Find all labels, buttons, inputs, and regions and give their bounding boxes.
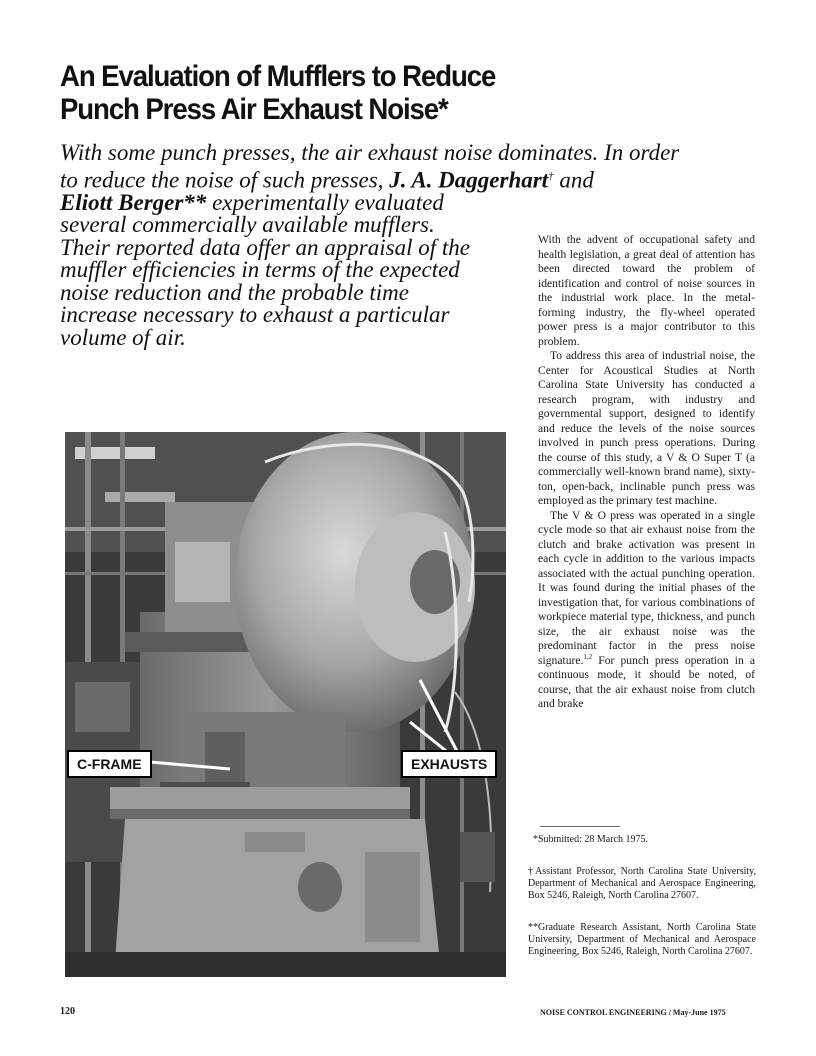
footnote-dagger: †Assistant Professor, North Carolina State University, Department of Mechanical and Aerospace Engineering, Box 5246, Raleigh, North Carolina 27607. <box>528 866 756 901</box>
article-title <box>60 60 575 126</box>
body-paragraph: The V & O press was operated in a single cycle mode so that air exhaust noise from the clutch and brake activation was present in each cycle in addition to the various impacts associated with the actual punching operation. It was found during the initial phases of the investigation that, for various combinations of workpiece material type, thickness, and punch size, the air exhaust noise was the predominant factor in the press noise signature.$^{1,2}$ For punch press operation in a continuous mode, it should be noted, of course, that the air exhaust noise from clutch and brake <box>538 508 755 710</box>
lede-line: Eliott Berger** experimentally evaluated <box>60 189 444 215</box>
body-text-column <box>538 233 755 712</box>
exhausts-label: EXHAUSTS <box>401 750 497 778</box>
title-line-2: Punch Press Air Exhaust Noise* <box>60 93 448 126</box>
punch-press-illustration <box>65 432 506 977</box>
lede-line: increase necessary to exhaust a particular <box>60 302 450 328</box>
punch-press-photo <box>65 432 506 977</box>
lede-line: several commercially available mufflers. <box>60 212 435 238</box>
lede-line: to reduce the noise of such presses, J. A. Daggerhart† and <box>60 167 594 193</box>
title-line-1: An Evaluation of Mufflers to Reduce <box>60 60 496 93</box>
body-paragraph: To address this area of industrial noise, the Center for Acoustical Studies at North Carolina State University has conducted a research program, with industry and governmental support, designed to identify and reduce the levels of the noise sources involved in punch press operations. During the course of this study, a V & O Super T (a commercially well-known brand name), sixty-ton, open-back, inclinable punch press was employed as the primary test machine. <box>538 349 755 507</box>
dagger-mark: † <box>548 169 554 182</box>
lede-line: Their reported data offer an appraisal of the <box>60 234 470 260</box>
citation-ref: 1,2 <box>583 652 593 661</box>
page-number: 120 <box>60 1006 75 1017</box>
c-frame-label: C-FRAME <box>67 750 152 778</box>
lede-line: With some punch presses, the air exhaust noise dominates. In order <box>60 140 680 165</box>
journal-footer: NOISE CONTROL ENGINEERING / May-June 1975 <box>540 1008 726 1017</box>
lede-line: noise reduction and the probable time <box>60 279 409 305</box>
author-berger: Eliott Berger** <box>60 189 207 215</box>
body-paragraph: With the advent of occupational safety and health legislation, a great deal of attention has been directed toward the problem of identification and control of noise sources in the industrial work place. In the metal-forming industry, the fly-wheel operated power press is a major contributor to this problem. <box>538 233 755 348</box>
lede-line: volume of air. <box>60 324 186 350</box>
footnote-rule <box>540 826 620 827</box>
footnote-submitted: *Submitted: 28 March 1975. <box>533 834 648 845</box>
author-daggerhart: J. A. Daggerhart <box>389 167 549 193</box>
lede-line: muffler efficiencies in terms of the expected <box>60 257 460 283</box>
footnote-double-star: **Graduate Research Assistant, North Carolina State University, Department of Mechanical and Aerospace Engineering, Box 5246, Raleigh, North Carolina 27607. <box>528 922 756 957</box>
